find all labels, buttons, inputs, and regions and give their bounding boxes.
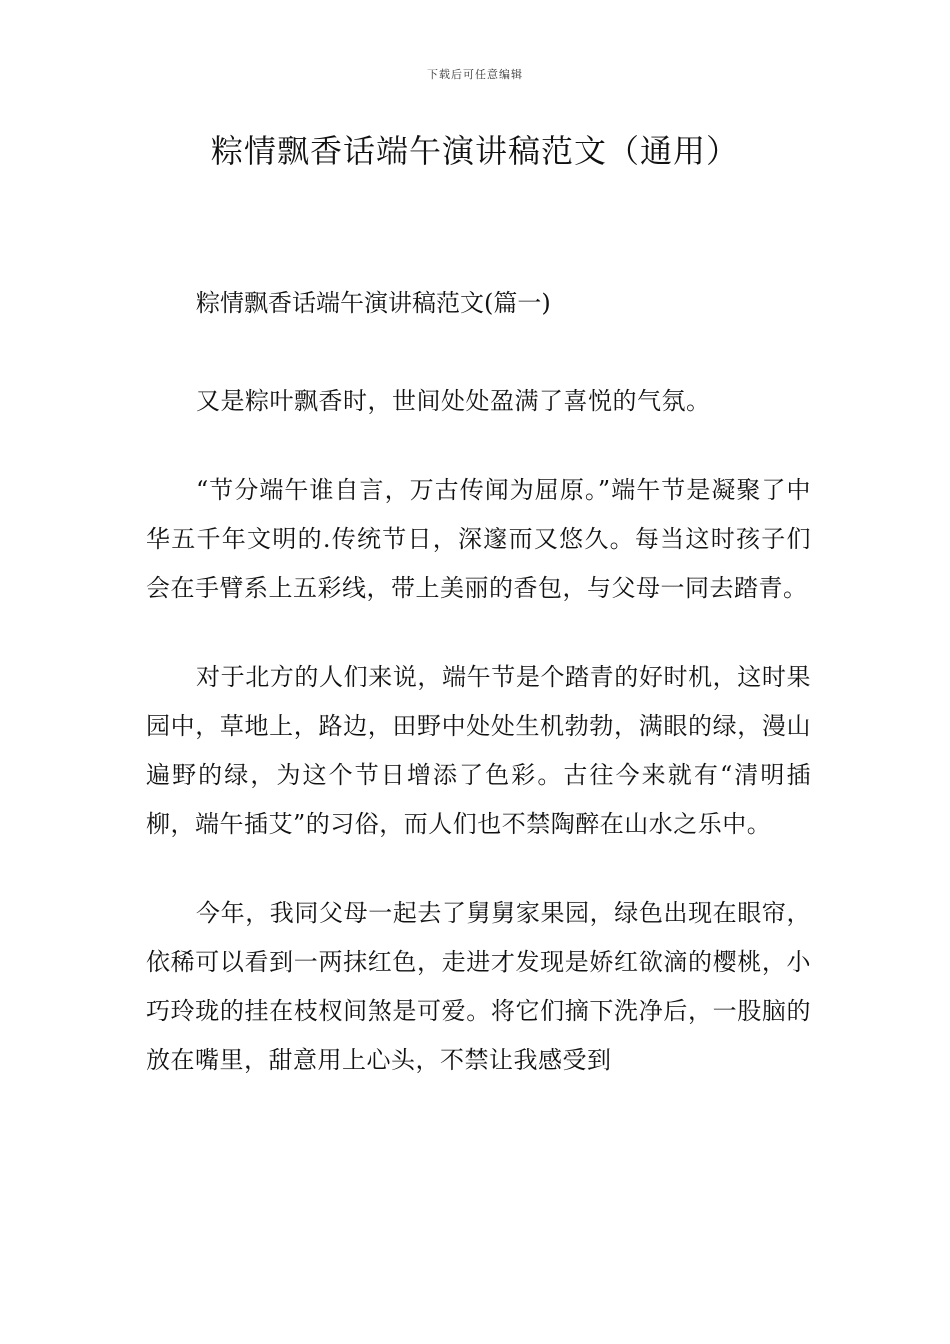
paragraph: 对于北方的人们来说，端午节是个踏青的好时机，这时果园中，草地上，路边，田野中处处生机勃勃，满眼的绿，漫山遍野的绿，为这个节日增添了色彩。古往今来就有“清明插柳，端午插艾”的习俗，而人们也不禁陶醉在山水之乐中。 (146, 663, 811, 838)
paragraph: “节分端午谁自言，万古传闻为屈原。”端午节是凝聚了中华五千年文明的.传统节日，深邃而又悠久。每当这时孩子们会在手臂系上五彩线，带上美丽的香包，与父母一同去踏青。 (146, 476, 811, 602)
document-body (146, 377, 811, 1125)
paragraph: 今年，我同父母一起去了舅舅家果园，绿色出现在眼帘，依稀可以看到一两抹红色，走进才发现是娇红欲滴的樱桃，小巧玲珑的挂在枝杈间煞是可爱。将它们摘下洗净后，一股脑的放在嘴里，甜意用上心头，不禁让我感受到 (146, 899, 811, 1074)
header-note: 下载后可任意编辑 (427, 68, 523, 81)
section-heading: 粽情飘香话端午演讲稿范文(篇一) (196, 289, 551, 317)
document-title: 粽情飘香话端午演讲稿范文（通用） (210, 132, 739, 170)
paragraph: 又是粽叶飘香时，世间处处盈满了喜悦的气氛。 (196, 387, 711, 415)
